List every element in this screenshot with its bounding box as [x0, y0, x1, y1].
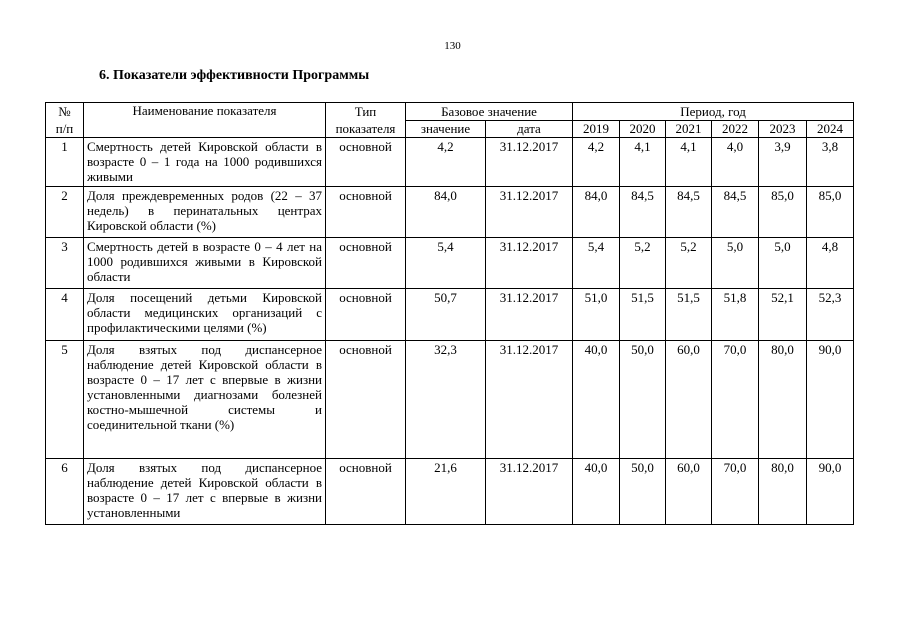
indicator-type: основной [326, 459, 406, 525]
indicator-type: основной [326, 187, 406, 238]
table-body [46, 138, 854, 525]
row-number: 3 [46, 238, 84, 289]
header-year: 2024 [807, 120, 854, 138]
base-date: 31.12.2017 [486, 187, 573, 238]
base-value: 32,3 [406, 341, 486, 459]
year-value: 60,0 [666, 341, 712, 459]
year-value: 90,0 [807, 459, 854, 525]
base-value: 5,4 [406, 238, 486, 289]
year-value: 51,5 [666, 289, 712, 341]
header-year: 2022 [712, 120, 759, 138]
year-value: 5,4 [573, 238, 620, 289]
table-row [46, 238, 854, 289]
table-header [46, 103, 854, 138]
year-value: 40,0 [573, 459, 620, 525]
indicator-name: Доля посещений детьми Кировской области медицинских организаций с профилактическими целями (%) [84, 289, 326, 341]
table-row [46, 459, 854, 525]
row-number: 4 [46, 289, 84, 341]
year-value: 84,0 [573, 187, 620, 238]
indicator-type: основной [326, 238, 406, 289]
indicators-table [45, 102, 854, 525]
table-row [46, 289, 854, 341]
base-date: 31.12.2017 [486, 341, 573, 459]
base-date: 31.12.2017 [486, 138, 573, 187]
header-period: Период, год [573, 103, 854, 121]
header-base: Базовое значение [406, 103, 573, 121]
year-value: 52,1 [759, 289, 807, 341]
indicator-name: Смертность детей в возрасте 0 – 4 лет на 1000 родившихся живыми в Кировской области [84, 238, 326, 289]
year-value: 5,0 [759, 238, 807, 289]
year-value: 84,5 [620, 187, 666, 238]
year-value: 84,5 [712, 187, 759, 238]
indicator-name: Смертность детей Кировской области в возрасте 0 – 1 года на 1000 родившихся живыми [84, 138, 326, 187]
header-name: Наименование показателя [84, 103, 326, 138]
base-date: 31.12.2017 [486, 238, 573, 289]
base-value: 50,7 [406, 289, 486, 341]
indicator-name: Доля взятых под диспансерное наблюдение детей Кировской области в возрасте 0 – 17 лет с впервые в жизни установленными диагнозами болезней костно-мышечной системы и соединительной ткани (%) [84, 341, 326, 459]
year-value: 80,0 [759, 341, 807, 459]
year-value: 3,8 [807, 138, 854, 187]
indicator-type: основной [326, 138, 406, 187]
year-value: 52,3 [807, 289, 854, 341]
year-value: 4,1 [666, 138, 712, 187]
header-year: 2021 [666, 120, 712, 138]
indicator-name: Доля преждевременных родов (22 – 37 недель) в перинатальных центрах Кировской области (%) [84, 187, 326, 238]
year-value: 85,0 [807, 187, 854, 238]
year-value: 4,0 [712, 138, 759, 187]
year-value: 4,8 [807, 238, 854, 289]
year-value: 5,2 [620, 238, 666, 289]
base-value: 21,6 [406, 459, 486, 525]
header-year: 2020 [620, 120, 666, 138]
row-number: 5 [46, 341, 84, 459]
header-type: Тип показателя [326, 103, 406, 138]
header-year: 2019 [573, 120, 620, 138]
year-value: 4,2 [573, 138, 620, 187]
year-value: 70,0 [712, 459, 759, 525]
year-value: 60,0 [666, 459, 712, 525]
indicator-name: Доля взятых под диспансерное наблюдение детей Кировской области в возрасте 0 – 17 лет с впервые в жизни установленными [84, 459, 326, 525]
year-value: 70,0 [712, 341, 759, 459]
row-number: 1 [46, 138, 84, 187]
row-number: 2 [46, 187, 84, 238]
year-value: 84,5 [666, 187, 712, 238]
year-value: 5,0 [712, 238, 759, 289]
year-value: 51,0 [573, 289, 620, 341]
year-value: 5,2 [666, 238, 712, 289]
header-base-value: значение [406, 120, 486, 138]
table-row [46, 341, 854, 459]
year-value: 3,9 [759, 138, 807, 187]
header-num: № п/п [46, 103, 84, 138]
year-value: 85,0 [759, 187, 807, 238]
row-number: 6 [46, 459, 84, 525]
year-value: 4,1 [620, 138, 666, 187]
base-date: 31.12.2017 [486, 459, 573, 525]
year-value: 51,5 [620, 289, 666, 341]
base-value: 4,2 [406, 138, 486, 187]
base-date: 31.12.2017 [486, 289, 573, 341]
base-value: 84,0 [406, 187, 486, 238]
section-title: 6. Показатели эффективности Программы [99, 68, 370, 83]
indicator-type: основной [326, 289, 406, 341]
year-value: 50,0 [620, 341, 666, 459]
header-year: 2023 [759, 120, 807, 138]
table-row [46, 187, 854, 238]
year-value: 90,0 [807, 341, 854, 459]
year-value: 51,8 [712, 289, 759, 341]
year-value: 50,0 [620, 459, 666, 525]
page-number: 130 [444, 40, 461, 52]
indicator-type: основной [326, 341, 406, 459]
year-value: 40,0 [573, 341, 620, 459]
header-base-date: дата [486, 120, 573, 138]
year-value: 80,0 [759, 459, 807, 525]
table-row [46, 138, 854, 187]
